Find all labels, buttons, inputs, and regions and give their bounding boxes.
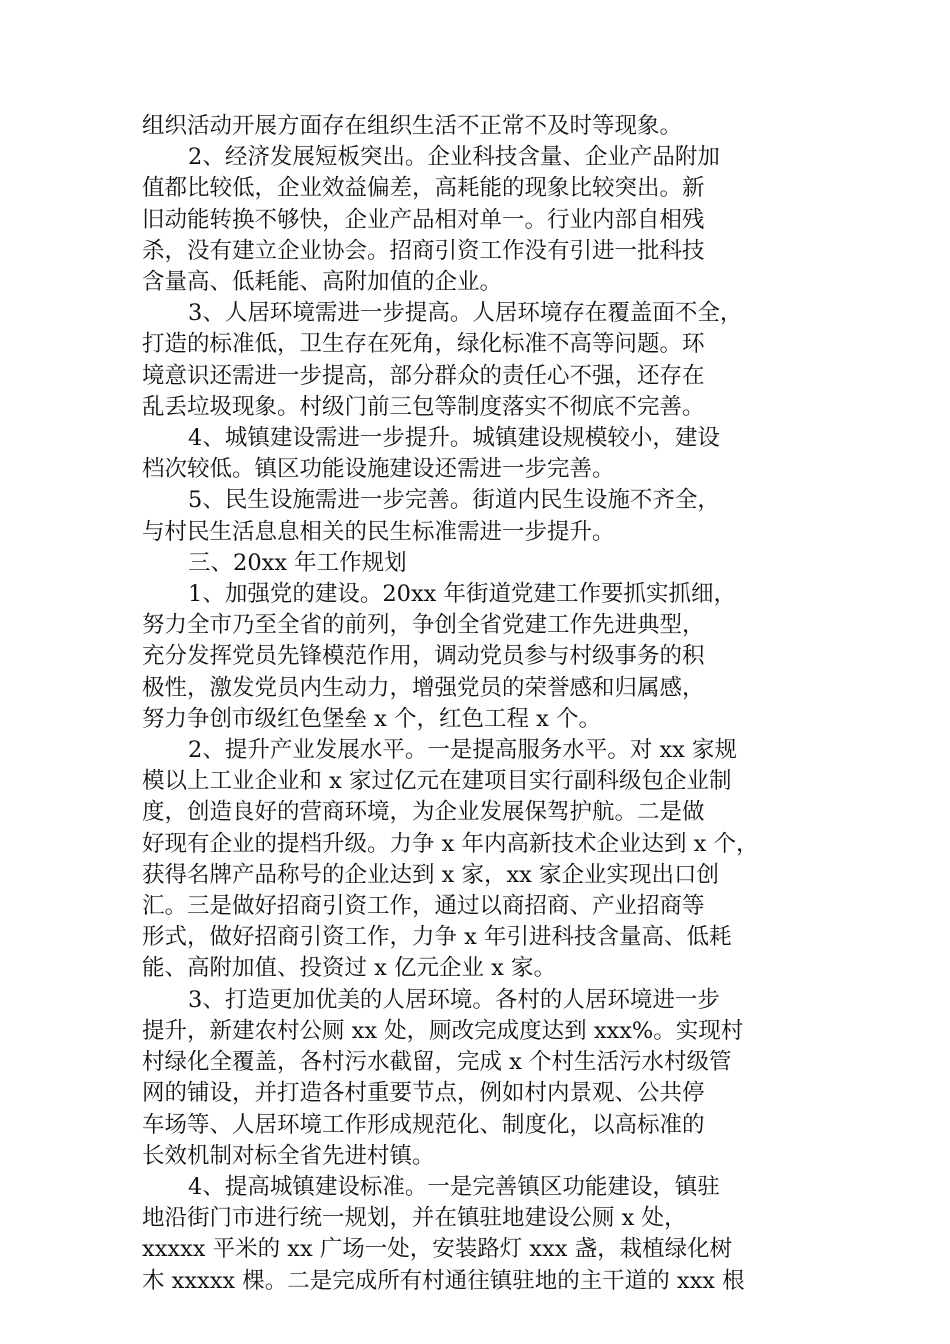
text-line: 好现有企业的提档升级。力争 x 年内高新技术企业达到 x 个， (142, 830, 759, 857)
text-line: 获得名牌产品称号的企业达到 x 家，xx 家企业实现出口创 (142, 861, 720, 888)
text-line: 三、20xx 年工作规划 (188, 549, 407, 576)
text-line: 模以上工业企业和 x 家过亿元在建项目实行副科级包企业制 (142, 768, 732, 795)
text-line: 车场等、人居环境工作形成规范化、制度化，以高标准的 (142, 1111, 705, 1138)
text-line: 3、打造更加优美的人居环境。各村的人居环境进一步 (188, 986, 720, 1013)
text-line: 档次较低。镇区功能设施建设还需进一步完善。 (142, 456, 615, 483)
text-line: 含量高、低耗能、高附加值的企业。 (142, 269, 503, 296)
text-line: 努力争创市级红色堡垒 x 个，红色工程 x 个。 (142, 705, 601, 732)
text-line: 3、人居环境需进一步提高。人居环境存在覆盖面不全， (188, 300, 743, 327)
text-line: 境意识还需进一步提高，部分群众的责任心不强，还存在 (142, 362, 705, 389)
text-line: 地沿街门市进行统一规划，并在镇驻地建设公厕 x 处， (142, 1205, 687, 1232)
text-line: 与村民生活息息相关的民生标准需进一步提升。 (142, 518, 615, 545)
text-line: 2、经济发展短板突出。企业科技含量、企业产品附加 (188, 144, 720, 171)
text-line: 1、加强党的建设。20xx 年街道党建工作要抓实抓细， (188, 581, 736, 608)
text-line: 2、提升产业发展水平。一是提高服务水平。对 xx 家规 (188, 737, 737, 764)
text-line: 充分发挥党员先锋模范作用，调动党员参与村级事务的积 (142, 643, 705, 670)
text-line: 乱丢垃圾现象。村级门前三包等制度落实不彻底不完善。 (142, 393, 705, 420)
text-line: 能、高附加值、投资过 x 亿元企业 x 家。 (142, 955, 556, 982)
text-line: 汇。三是做好招商引资工作，通过以商招商、产业招商等 (142, 893, 705, 920)
text-line: xxxxx 平米的 xx 广场一处，安装路灯 xxx 盏，栽植绿化树 (142, 1236, 733, 1263)
text-line: 极性，激发党员内生动力，增强党员的荣誉感和归属感， (142, 674, 705, 701)
text-line: 4、提高城镇建设标准。一是完善镇区功能建设，镇驻 (188, 1173, 720, 1200)
text-line: 杀，没有建立企业协会。招商引资工作没有引进一批科技 (142, 237, 705, 264)
text-line: 形式，做好招商引资工作，力争 x 年引进科技含量高、低耗 (142, 924, 732, 951)
text-line: 木 xxxxx 棵。二是完成所有村通往镇驻地的主干道的 xxx 根 (142, 1267, 745, 1294)
text-line: 努力全市乃至全省的前列，争创全省党建工作先进典型， (142, 612, 705, 639)
text-line: 长效机制对标全省先进村镇。 (142, 1142, 435, 1169)
text-line: 4、城镇建设需进一步提升。城镇建设规模较小，建设 (188, 425, 720, 452)
text-line: 旧动能转换不够快，企业产品相对单一。行业内部自相残 (142, 206, 705, 233)
text-line: 提升，新建农村公厕 xx 处，厕改完成度达到 xxx%。实现村 (142, 1017, 744, 1044)
text-line: 打造的标准低，卫生存在死角，绿化标准不高等问题。环 (142, 331, 705, 358)
text-line: 度，创造良好的营商环境，为企业发展保驾护航。二是做 (142, 799, 705, 826)
text-line: 组织活动开展方面存在组织生活不正常不及时等现象。 (142, 113, 683, 139)
document-body (142, 111, 822, 1297)
text-line: 村绿化全覆盖，各村污水截留，完成 x 个村生活污水村级管 (142, 1049, 732, 1076)
text-line: 值都比较低，企业效益偏差，高耗能的现象比较突出。新 (142, 175, 705, 202)
text-line: 网的铺设，并打造各村重要节点，例如村内景观、公共停 (142, 1080, 705, 1107)
text-line: 5、民生设施需进一步完善。街道内民生设施不齐全， (188, 487, 720, 514)
